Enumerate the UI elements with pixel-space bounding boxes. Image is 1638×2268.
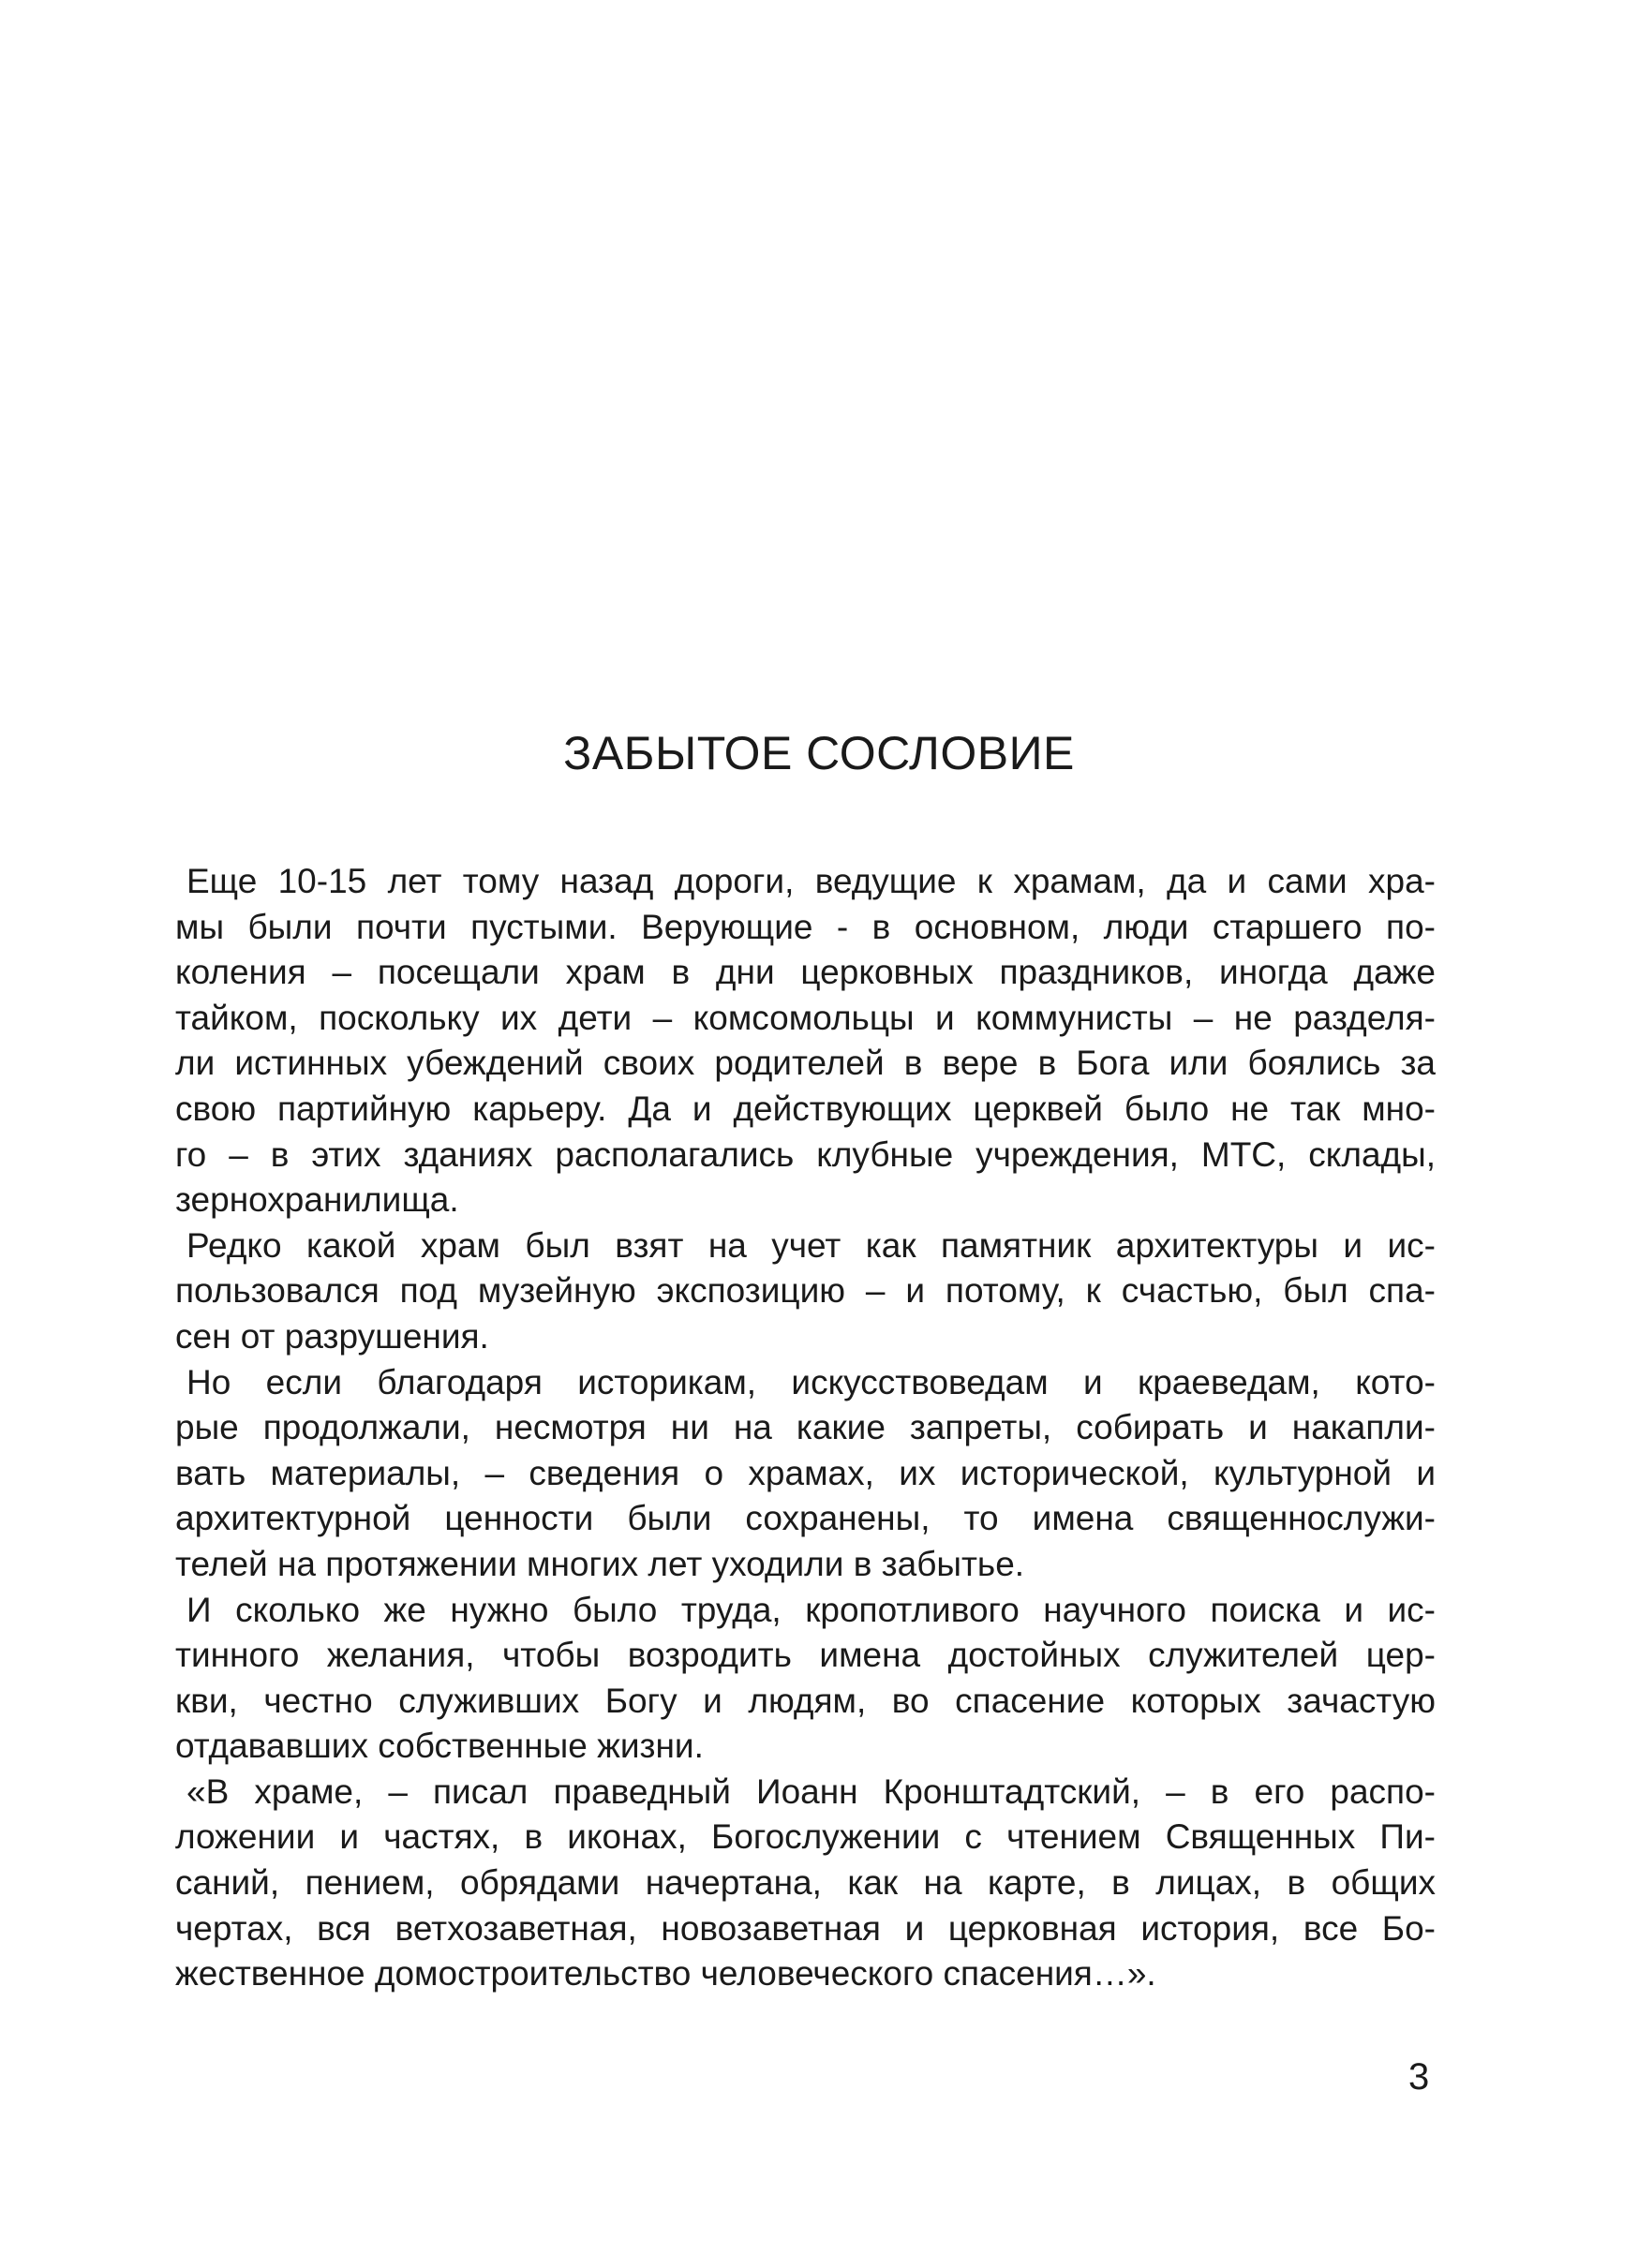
text-line: И сколько же нужно было труда, кропотливого научного поиска и ис- — [186, 1590, 1436, 1629]
text-line: кви, честно служивших Богу и людям, во спасение которых зачастую — [175, 1681, 1436, 1720]
text-line: Еще 10-15 лет тому назад дороги, ведущие к храмам, да и сами хра- — [186, 862, 1436, 900]
text-line: архитектурной ценности были сохранены, то имена священнослужи- — [175, 1499, 1436, 1538]
text-line: саний, пением, обрядами начертана, как на карте, в лицах, в общих — [175, 1863, 1436, 1903]
text-line: свою партийную карьеру. Да и действующих церквей было не так мно- — [175, 1089, 1436, 1128]
text-line: «В храме, – писал праведный Иоанн Кронштадтский, – в его распо- — [186, 1771, 1436, 1811]
text-line: мы были почти пустыми. Верующие - в основном, люди старшего по- — [175, 907, 1436, 946]
paragraph — [175, 1360, 1436, 1588]
text-line: го – в этих зданиях располагались клубные учреждения, МТС, склады, — [175, 1134, 1436, 1174]
text-line: пользовался под музейную экспозицию – и потому, к счастью, был спа- — [175, 1271, 1436, 1311]
body-text — [175, 859, 1436, 1997]
text-line: чертах, вся ветхозаветная, новозаветная и церковная история, все Бо- — [175, 1908, 1436, 1948]
text-line: вать материалы, – сведения о храмах, их исторической, культурной и — [175, 1453, 1436, 1492]
page-number: 3 — [1408, 2056, 1430, 2098]
paragraph — [175, 1770, 1436, 1997]
text-line: жественное домостроительство человеческого спасения…». — [175, 1954, 1156, 1994]
text-line: зернохранилища. — [175, 1180, 459, 1220]
chapter-title: ЗАБЫТОЕ СОСЛОВИЕ — [563, 727, 1075, 779]
text-line: тинного желания, чтобы возродить имена достойных служителей цер- — [175, 1636, 1436, 1675]
text-line: Но если благодаря историкам, искусствоведам и краеведам, кото- — [186, 1362, 1436, 1401]
text-line: коления – посещали храм в дни церковных праздников, иногда даже — [175, 953, 1436, 992]
text-line: сен от разрушения. — [175, 1316, 489, 1356]
paragraph — [175, 859, 1436, 1223]
text-line: ложении и частях, в иконах, Богослужении с чтением Священных Пи- — [175, 1817, 1436, 1857]
paragraph — [175, 1223, 1436, 1360]
text-line: рые продолжали, несмотря ни на какие запреты, собирать и накапли- — [175, 1408, 1436, 1447]
text-line: тайком, поскольку их дети – комсомольцы и коммунисты – не разделя- — [175, 998, 1436, 1037]
text-line: ли истинных убеждений своих родителей в вере в Бога или боялись за — [175, 1044, 1436, 1083]
text-line: Редко какой храм был взят на учет как памятник архитектуры и ис- — [186, 1225, 1436, 1265]
text-line: телей на протяжении многих лет уходили в забытье. — [175, 1544, 1025, 1583]
paragraph — [175, 1588, 1436, 1770]
text-line: отдававших собственные жизни. — [175, 1727, 704, 1766]
